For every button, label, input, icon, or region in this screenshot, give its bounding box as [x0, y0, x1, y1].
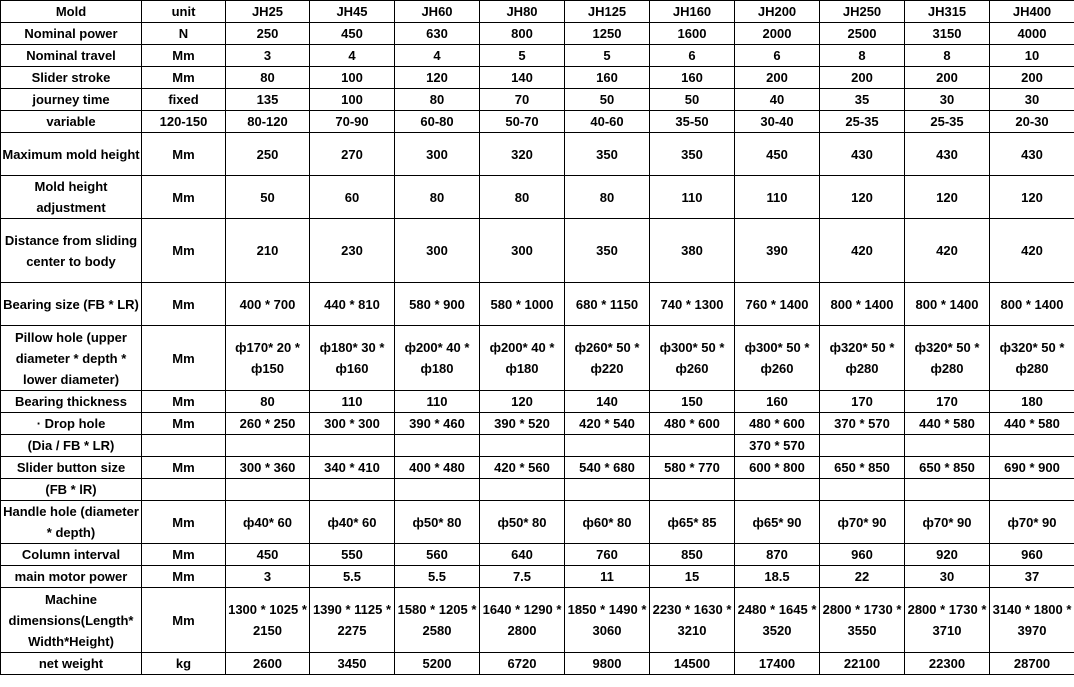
- value-cell: 380: [650, 219, 735, 283]
- value-cell: 22100: [820, 653, 905, 675]
- value-cell: 110: [395, 391, 480, 413]
- value-cell: 50: [650, 89, 735, 111]
- row-label: main motor power: [1, 566, 142, 588]
- table-row: [1, 23, 1074, 45]
- value-cell: 5: [565, 45, 650, 67]
- table-row: [1, 45, 1074, 67]
- header-model: JH45: [310, 1, 395, 23]
- row-unit: 120-150: [142, 111, 226, 133]
- value-cell: 270: [310, 133, 395, 176]
- row-label: Mold height adjustment: [1, 176, 142, 219]
- value-cell: 40: [735, 89, 820, 111]
- row-unit: Mm: [142, 457, 226, 479]
- value-cell: 60-80: [395, 111, 480, 133]
- table-row: [1, 67, 1074, 89]
- row-label: Machine dimensions(Length* Width*Height): [1, 588, 142, 653]
- value-cell: 3: [226, 566, 310, 588]
- value-cell: 6720: [480, 653, 565, 675]
- value-cell: 110: [735, 176, 820, 219]
- header-model: JH200: [735, 1, 820, 23]
- table-row: [1, 391, 1074, 413]
- value-cell: ф320* 50 * ф280: [905, 326, 990, 391]
- value-cell: 440 * 580: [990, 413, 1074, 435]
- table-row: [1, 133, 1074, 176]
- table-row: [1, 219, 1074, 283]
- value-cell: 2800 * 1730 * 3550: [820, 588, 905, 653]
- table-row: [1, 653, 1074, 675]
- value-cell: 3140 * 1800 * 3970: [990, 588, 1074, 653]
- value-cell: 80: [395, 89, 480, 111]
- value-cell: [395, 479, 480, 501]
- row-unit: [142, 479, 226, 501]
- value-cell: 2000: [735, 23, 820, 45]
- value-cell: 430: [820, 133, 905, 176]
- value-cell: 580 * 900: [395, 283, 480, 326]
- value-cell: 800: [480, 23, 565, 45]
- value-cell: 5.5: [310, 566, 395, 588]
- table-row: [1, 283, 1074, 326]
- value-cell: 7.5: [480, 566, 565, 588]
- value-cell: 1600: [650, 23, 735, 45]
- value-cell: 250: [226, 23, 310, 45]
- value-cell: 200: [905, 67, 990, 89]
- value-cell: 680 * 1150: [565, 283, 650, 326]
- value-cell: 2480 * 1645 * 3520: [735, 588, 820, 653]
- value-cell: 160: [565, 67, 650, 89]
- value-cell: 870: [735, 544, 820, 566]
- header-model: JH315: [905, 1, 990, 23]
- value-cell: 370 * 570: [820, 413, 905, 435]
- value-cell: 50-70: [480, 111, 565, 133]
- value-cell: 40-60: [565, 111, 650, 133]
- row-unit: Mm: [142, 133, 226, 176]
- value-cell: 120: [820, 176, 905, 219]
- row-label: Maximum mold height: [1, 133, 142, 176]
- value-cell: ф300* 50 * ф260: [735, 326, 820, 391]
- header-model: JH250: [820, 1, 905, 23]
- value-cell: [310, 435, 395, 457]
- value-cell: 690 * 900: [990, 457, 1074, 479]
- value-cell: 5.5: [395, 566, 480, 588]
- value-cell: ф300* 50 * ф260: [650, 326, 735, 391]
- value-cell: 30: [905, 89, 990, 111]
- value-cell: 480 * 600: [650, 413, 735, 435]
- value-cell: 480 * 600: [735, 413, 820, 435]
- value-cell: 2600: [226, 653, 310, 675]
- row-label: Bearing thickness: [1, 391, 142, 413]
- value-cell: [820, 435, 905, 457]
- value-cell: 210: [226, 219, 310, 283]
- value-cell: 420: [820, 219, 905, 283]
- value-cell: 550: [310, 544, 395, 566]
- value-cell: 440 * 580: [905, 413, 990, 435]
- header-model: JH80: [480, 1, 565, 23]
- row-label: Distance from sliding center to body: [1, 219, 142, 283]
- value-cell: 135: [226, 89, 310, 111]
- value-cell: 30-40: [735, 111, 820, 133]
- value-cell: 1850 * 1490 * 3060: [565, 588, 650, 653]
- value-cell: 1250: [565, 23, 650, 45]
- row-unit: Mm: [142, 45, 226, 67]
- value-cell: ф65* 90: [735, 501, 820, 544]
- value-cell: 420 * 560: [480, 457, 565, 479]
- value-cell: 1640 * 1290 * 2800: [480, 588, 565, 653]
- row-label: Nominal power: [1, 23, 142, 45]
- header-model: JH160: [650, 1, 735, 23]
- value-cell: 960: [990, 544, 1074, 566]
- value-cell: 11: [565, 566, 650, 588]
- value-cell: 3150: [905, 23, 990, 45]
- row-unit: Mm: [142, 67, 226, 89]
- value-cell: 2500: [820, 23, 905, 45]
- value-cell: 300: [480, 219, 565, 283]
- value-cell: 390 * 520: [480, 413, 565, 435]
- value-cell: 120: [480, 391, 565, 413]
- table-row: [1, 588, 1074, 653]
- value-cell: 420: [990, 219, 1074, 283]
- value-cell: [565, 435, 650, 457]
- row-label: Bearing size (FB * LR): [1, 283, 142, 326]
- value-cell: 5200: [395, 653, 480, 675]
- value-cell: 200: [820, 67, 905, 89]
- row-unit: Mm: [142, 588, 226, 653]
- value-cell: [820, 479, 905, 501]
- value-cell: 800 * 1400: [990, 283, 1074, 326]
- value-cell: 30: [905, 566, 990, 588]
- row-unit: Mm: [142, 176, 226, 219]
- value-cell: 430: [905, 133, 990, 176]
- value-cell: 160: [650, 67, 735, 89]
- value-cell: 80: [395, 176, 480, 219]
- value-cell: 80: [226, 391, 310, 413]
- value-cell: 350: [565, 219, 650, 283]
- value-cell: 300: [395, 219, 480, 283]
- value-cell: 640: [480, 544, 565, 566]
- row-unit: kg: [142, 653, 226, 675]
- value-cell: 180: [990, 391, 1074, 413]
- value-cell: 1390 * 1125 * 2275: [310, 588, 395, 653]
- value-cell: 340 * 410: [310, 457, 395, 479]
- value-cell: ф50* 80: [480, 501, 565, 544]
- value-cell: ф70* 90: [820, 501, 905, 544]
- value-cell: 28700: [990, 653, 1074, 675]
- value-cell: 3450: [310, 653, 395, 675]
- value-cell: 420 * 540: [565, 413, 650, 435]
- value-cell: [480, 435, 565, 457]
- value-cell: [226, 435, 310, 457]
- row-unit: Mm: [142, 544, 226, 566]
- value-cell: 50: [565, 89, 650, 111]
- value-cell: 6: [735, 45, 820, 67]
- value-cell: 110: [650, 176, 735, 219]
- header-model: JH60: [395, 1, 480, 23]
- row-unit: Mm: [142, 413, 226, 435]
- value-cell: [905, 435, 990, 457]
- value-cell: 350: [565, 133, 650, 176]
- row-label: Slider button size: [1, 457, 142, 479]
- table-row: [1, 544, 1074, 566]
- value-cell: 80: [480, 176, 565, 219]
- value-cell: 5: [480, 45, 565, 67]
- value-cell: 250: [226, 133, 310, 176]
- header-mold: Mold: [1, 1, 142, 23]
- value-cell: ф40* 60: [226, 501, 310, 544]
- header-model: JH25: [226, 1, 310, 23]
- row-unit: fixed: [142, 89, 226, 111]
- value-cell: 390 * 460: [395, 413, 480, 435]
- value-cell: ф60* 80: [565, 501, 650, 544]
- value-cell: 300 * 300: [310, 413, 395, 435]
- value-cell: 3: [226, 45, 310, 67]
- value-cell: 120: [395, 67, 480, 89]
- value-cell: 200: [990, 67, 1074, 89]
- table-row: [1, 479, 1074, 501]
- value-cell: 420: [905, 219, 990, 283]
- value-cell: 300 * 360: [226, 457, 310, 479]
- value-cell: 390: [735, 219, 820, 283]
- value-cell: 760 * 1400: [735, 283, 820, 326]
- value-cell: 1580 * 1205 * 2580: [395, 588, 480, 653]
- value-cell: 850: [650, 544, 735, 566]
- table-row: [1, 435, 1074, 457]
- value-cell: 4: [395, 45, 480, 67]
- value-cell: ф200* 40 * ф180: [480, 326, 565, 391]
- row-label: Slider stroke: [1, 67, 142, 89]
- value-cell: 110: [310, 391, 395, 413]
- row-unit: Mm: [142, 283, 226, 326]
- value-cell: 920: [905, 544, 990, 566]
- value-cell: 630: [395, 23, 480, 45]
- value-cell: ф70* 90: [990, 501, 1074, 544]
- value-cell: 560: [395, 544, 480, 566]
- value-cell: 70: [480, 89, 565, 111]
- value-cell: 10: [990, 45, 1074, 67]
- header-row: [1, 1, 1074, 23]
- table-row: [1, 457, 1074, 479]
- value-cell: [395, 435, 480, 457]
- value-cell: 35: [820, 89, 905, 111]
- row-label: net weight: [1, 653, 142, 675]
- value-cell: 60: [310, 176, 395, 219]
- value-cell: [650, 435, 735, 457]
- value-cell: 230: [310, 219, 395, 283]
- value-cell: [735, 479, 820, 501]
- value-cell: 4000: [990, 23, 1074, 45]
- header-model: JH400: [990, 1, 1074, 23]
- value-cell: 260 * 250: [226, 413, 310, 435]
- value-cell: [565, 479, 650, 501]
- value-cell: ф40* 60: [310, 501, 395, 544]
- value-cell: ф320* 50 * ф280: [990, 326, 1074, 391]
- value-cell: ф200* 40 * ф180: [395, 326, 480, 391]
- value-cell: [905, 479, 990, 501]
- value-cell: 740 * 1300: [650, 283, 735, 326]
- value-cell: ф170* 20 * ф150: [226, 326, 310, 391]
- row-unit: Mm: [142, 326, 226, 391]
- value-cell: ф70* 90: [905, 501, 990, 544]
- value-cell: 160: [735, 391, 820, 413]
- value-cell: 1300 * 1025 * 2150: [226, 588, 310, 653]
- value-cell: 18.5: [735, 566, 820, 588]
- value-cell: [990, 435, 1074, 457]
- value-cell: ф50* 80: [395, 501, 480, 544]
- value-cell: 320: [480, 133, 565, 176]
- value-cell: 450: [310, 23, 395, 45]
- value-cell: 800 * 1400: [905, 283, 990, 326]
- value-cell: ф260* 50 * ф220: [565, 326, 650, 391]
- value-cell: 8: [905, 45, 990, 67]
- value-cell: 650 * 850: [905, 457, 990, 479]
- row-unit: Mm: [142, 501, 226, 544]
- value-cell: 170: [905, 391, 990, 413]
- value-cell: 80-120: [226, 111, 310, 133]
- row-unit: [142, 435, 226, 457]
- value-cell: 370 * 570: [735, 435, 820, 457]
- value-cell: 580 * 770: [650, 457, 735, 479]
- value-cell: 120: [905, 176, 990, 219]
- value-cell: 140: [480, 67, 565, 89]
- value-cell: ф65* 85: [650, 501, 735, 544]
- value-cell: [480, 479, 565, 501]
- value-cell: 6: [650, 45, 735, 67]
- value-cell: 140: [565, 391, 650, 413]
- value-cell: 100: [310, 67, 395, 89]
- value-cell: 15: [650, 566, 735, 588]
- row-label: journey time: [1, 89, 142, 111]
- value-cell: 22: [820, 566, 905, 588]
- row-label: · Drop hole: [1, 413, 142, 435]
- value-cell: [990, 479, 1074, 501]
- value-cell: 100: [310, 89, 395, 111]
- value-cell: 170: [820, 391, 905, 413]
- value-cell: 17400: [735, 653, 820, 675]
- row-unit: N: [142, 23, 226, 45]
- value-cell: 450: [735, 133, 820, 176]
- value-cell: 580 * 1000: [480, 283, 565, 326]
- row-label: variable: [1, 111, 142, 133]
- value-cell: 4: [310, 45, 395, 67]
- row-label: Handle hole (diameter * depth): [1, 501, 142, 544]
- value-cell: [650, 479, 735, 501]
- value-cell: 120: [990, 176, 1074, 219]
- value-cell: 50: [226, 176, 310, 219]
- value-cell: 20-30: [990, 111, 1074, 133]
- table-row: [1, 326, 1074, 391]
- value-cell: 400 * 700: [226, 283, 310, 326]
- value-cell: 2230 * 1630 * 3210: [650, 588, 735, 653]
- value-cell: 35-50: [650, 111, 735, 133]
- value-cell: ф180* 30 * ф160: [310, 326, 395, 391]
- row-unit: Mm: [142, 219, 226, 283]
- value-cell: 8: [820, 45, 905, 67]
- row-label: (Dia / FB * LR): [1, 435, 142, 457]
- table-row: [1, 89, 1074, 111]
- value-cell: [226, 479, 310, 501]
- row-label: Pillow hole (upper diameter * depth * lower diameter): [1, 326, 142, 391]
- row-label: Column interval: [1, 544, 142, 566]
- table-row: [1, 501, 1074, 544]
- value-cell: 400 * 480: [395, 457, 480, 479]
- value-cell: 600 * 800: [735, 457, 820, 479]
- value-cell: 760: [565, 544, 650, 566]
- header-model: JH125: [565, 1, 650, 23]
- value-cell: ф320* 50 * ф280: [820, 326, 905, 391]
- value-cell: 800 * 1400: [820, 283, 905, 326]
- value-cell: 150: [650, 391, 735, 413]
- value-cell: [310, 479, 395, 501]
- value-cell: 350: [650, 133, 735, 176]
- row-unit: Mm: [142, 391, 226, 413]
- value-cell: 200: [735, 67, 820, 89]
- row-label: (FB * lR): [1, 479, 142, 501]
- value-cell: 30: [990, 89, 1074, 111]
- value-cell: 440 * 810: [310, 283, 395, 326]
- value-cell: 80: [565, 176, 650, 219]
- value-cell: 650 * 850: [820, 457, 905, 479]
- value-cell: 430: [990, 133, 1074, 176]
- value-cell: 450: [226, 544, 310, 566]
- value-cell: 300: [395, 133, 480, 176]
- value-cell: 22300: [905, 653, 990, 675]
- table-row: [1, 413, 1074, 435]
- row-label: Nominal travel: [1, 45, 142, 67]
- table-row: [1, 111, 1074, 133]
- value-cell: 25-35: [820, 111, 905, 133]
- value-cell: 14500: [650, 653, 735, 675]
- value-cell: 2800 * 1730 * 3710: [905, 588, 990, 653]
- value-cell: 25-35: [905, 111, 990, 133]
- header-unit: unit: [142, 1, 226, 23]
- table-row: [1, 176, 1074, 219]
- value-cell: 70-90: [310, 111, 395, 133]
- value-cell: 37: [990, 566, 1074, 588]
- value-cell: 80: [226, 67, 310, 89]
- value-cell: 9800: [565, 653, 650, 675]
- table-row: [1, 566, 1074, 588]
- row-unit: Mm: [142, 566, 226, 588]
- value-cell: 540 * 680: [565, 457, 650, 479]
- value-cell: 960: [820, 544, 905, 566]
